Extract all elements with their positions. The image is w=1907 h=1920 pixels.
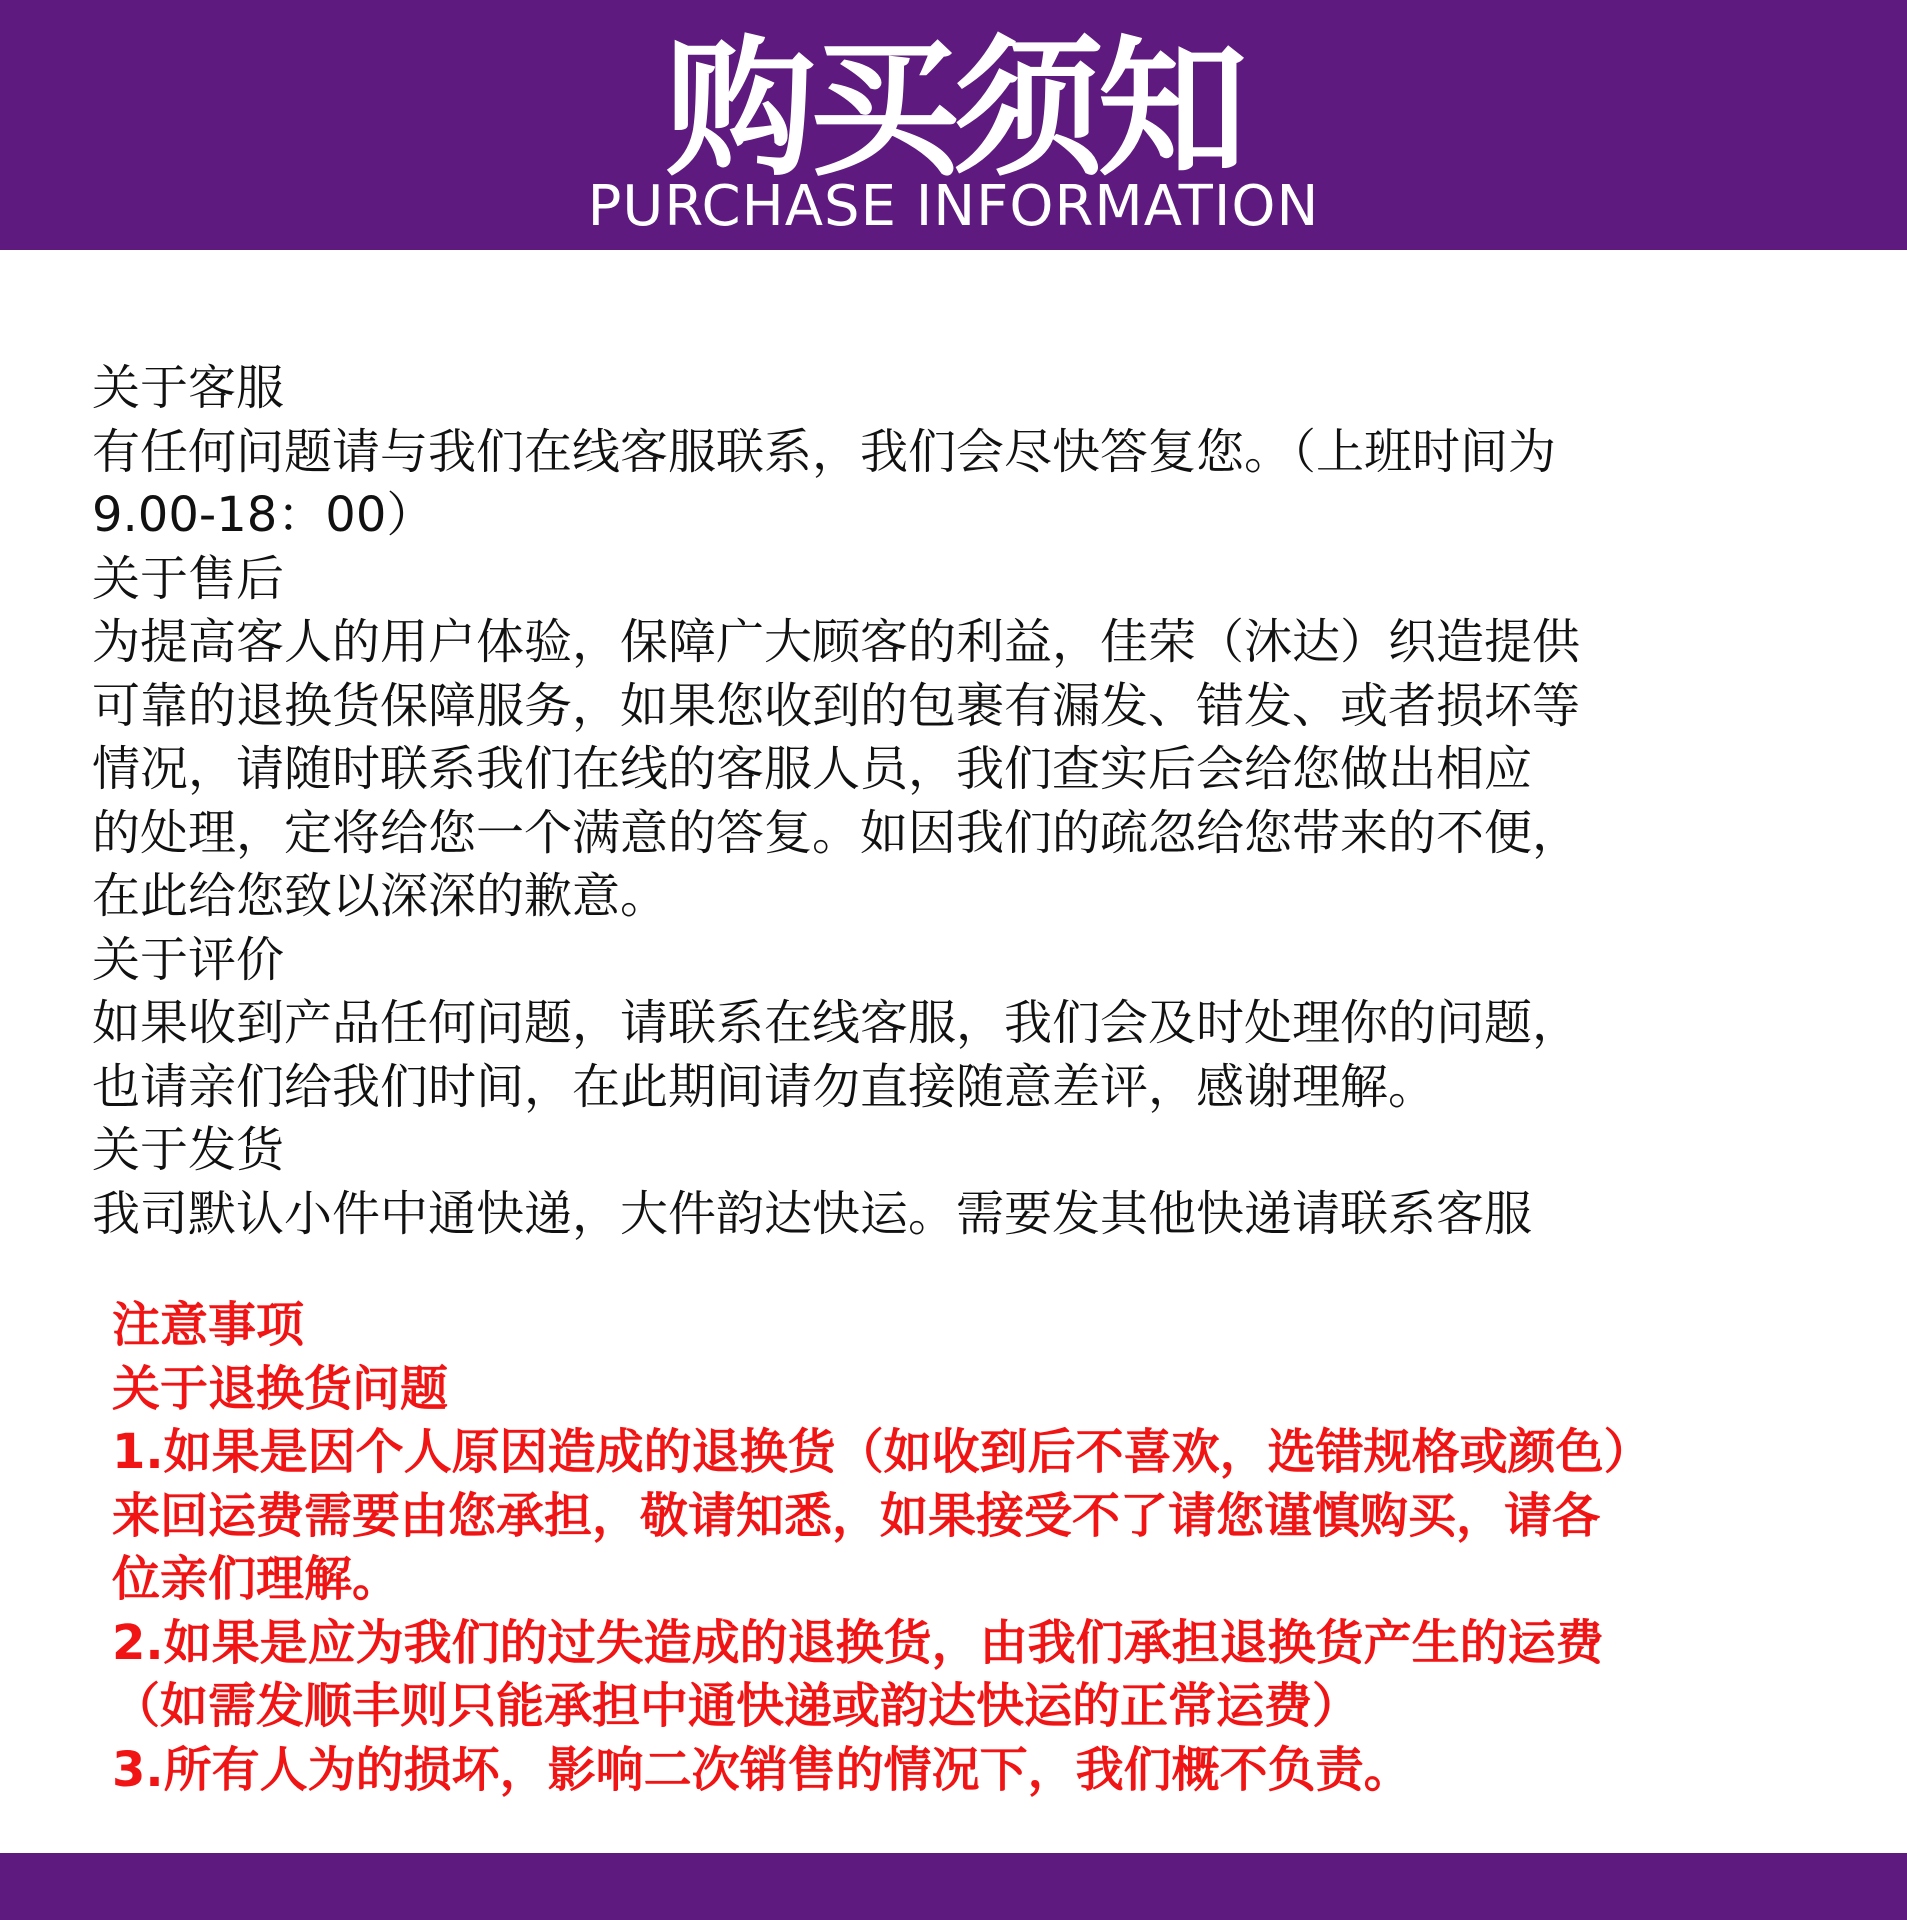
- after-sales-text: 可靠的退换货保障服务，如果您收到的包裹有漏发、错发、或者损坏等: [92, 677, 1581, 734]
- section-heading-reviews: 关于评价: [92, 931, 285, 988]
- page-subtitle: PURCHASE INFORMATION: [587, 174, 1320, 239]
- section-heading-customer-service: 关于客服: [92, 360, 285, 416]
- notice-section: [112, 1294, 1892, 1802]
- page-title: 购买须知: [665, 23, 1242, 197]
- notice-item: 2.如果是应为我们的过失造成的退换货，由我们承担退换货产生的运费: [112, 1614, 1604, 1671]
- reviews-text: 也请亲们给我们时间，在此期间请勿直接随意差评，感谢理解。: [92, 1058, 1437, 1115]
- after-sales-text: 在此给您致以深深的歉意。: [92, 868, 669, 924]
- notice-item: 3.所有人为的损坏，影响二次销售的情况下，我们概不负责。: [112, 1741, 1412, 1798]
- notice-item: 1.如果是因个人原因造成的退换货（如收到后不喜欢，选错规格或颜色）: [112, 1424, 1652, 1480]
- notice-heading: 注意事项: [112, 1297, 305, 1353]
- section-heading-shipping: 关于发货: [92, 1122, 285, 1178]
- notice-item: （如需发顺丰则只能承担中通快递或韵达快运的正常运费）: [112, 1678, 1361, 1734]
- after-sales-text: 的处理，定将给您一个满意的答复。如因我们的疏忽给您带来的不便，: [92, 804, 1581, 861]
- customer-service-text: 有任何问题请与我们在线客服联系，我们会尽快答复您。（上班时间为: [92, 423, 1557, 480]
- reviews-text: 如果收到产品任何问题，请联系在线客服，我们会及时处理你的问题，: [92, 995, 1581, 1051]
- notice-item: 来回运费需要由您承担，敬请知悉，如果接受不了请您谨慎购买，请各: [112, 1487, 1601, 1544]
- after-sales-text: 情况，请随时联系我们在线的客服人员，我们查实后会给您做出相应: [92, 741, 1533, 797]
- header-banner: [0, 0, 1907, 250]
- section-heading-after-sales: 关于售后: [92, 550, 285, 607]
- returns-heading: 关于退换货问题: [112, 1360, 449, 1417]
- shipping-text: 我司默认小件中通快递，大件韵达快运。需要发其他快递请联系客服: [92, 1185, 1533, 1242]
- info-content: [92, 357, 1872, 1246]
- after-sales-text: 为提高客人的用户体验，保障广大顾客的利益，佳荣（沐达）织造提供: [92, 614, 1581, 670]
- notice-item: 位亲们理解。: [112, 1551, 401, 1607]
- customer-service-text: 9.00-18：00）: [92, 487, 435, 543]
- footer-band: [0, 1853, 1907, 1920]
